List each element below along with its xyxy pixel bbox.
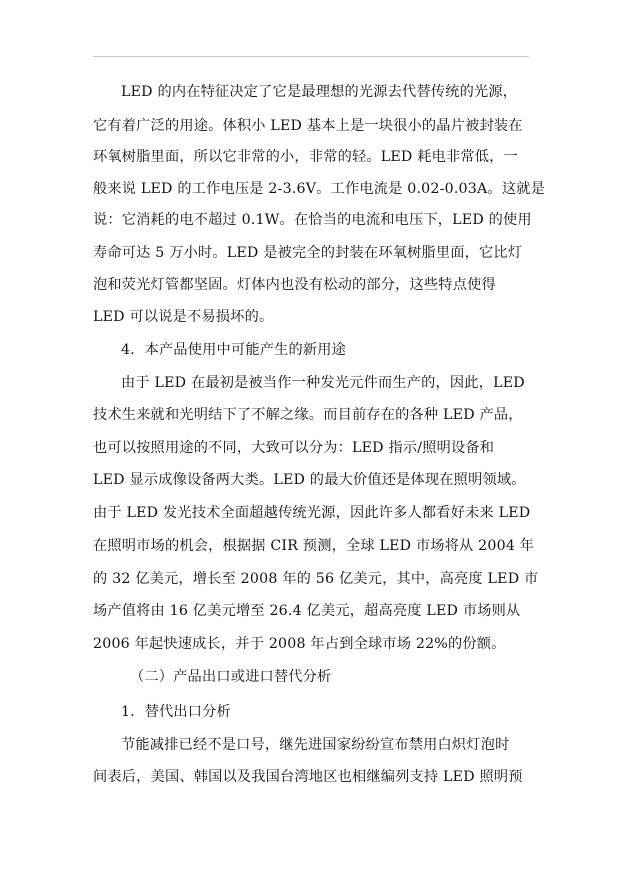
- paragraph-line: 由于 LED 在最初是被当作一种发光元件而生产的，因此，LED: [121, 375, 525, 391]
- section-heading: （二）产品出口或进口替代分析: [130, 669, 332, 685]
- paragraph-line: 在照明市场的机会，根据据 CIR 预测，全球 LED 市场将从 2004 年: [93, 538, 535, 554]
- paragraph-line: 它有着广泛的用途。体积小 LED 基本上是一块很小的晶片被封装在: [93, 118, 523, 134]
- paragraph-line: 环氧树脂里面，所以它非常的小，非常的轻。LED 耗电非常低，一: [93, 149, 518, 165]
- paragraph-line: 寿命可达 5 万小时。LED 是被完全的封装在环氧树脂里面，它比灯: [93, 245, 523, 261]
- paragraph-line: 由于 LED 发光技术全面超越传统光源，因此许多人都看好未来 LED: [93, 505, 531, 521]
- paragraph-line: 场产值将由 16 亿美元增至 26.4 亿美元，超高亮度 LED 市场则从: [93, 603, 521, 619]
- section-heading: 4．本产品使用中可能产生的新用途: [121, 342, 347, 358]
- paragraph-line: 2006 年起快速成长，并于 2008 年占到全球市场 22%的份额。: [93, 636, 506, 652]
- header-rule: [93, 56, 529, 57]
- paragraph-line: LED 的内在特征决定了它是最理想的光源去代替传统的光源，: [121, 84, 518, 100]
- paragraph-line: LED 显示成像设备两大类。LED 的最大价值还是体现在照明领域。: [93, 472, 526, 488]
- paragraph-line: LED 可以说是不易损坏的。: [93, 309, 274, 325]
- paragraph-line: 的 32 亿美元，增长至 2008 年的 56 亿美元，其中，高亮度 LED 市: [93, 571, 539, 587]
- paragraph-line: 也可以按照用途的不同，大致可以分为：LED 指示/照明设备和: [93, 440, 495, 456]
- paragraph-line: 般来说 LED 的工作电压是 2-3.6V。工作电流是 0.02-0.03A。这就是: [93, 181, 546, 197]
- paragraph-line: 技术生来就和光明结下了不解之缘。而目前存在的各种 LED 产品，: [93, 407, 523, 423]
- paragraph-line: 间表后，美国、韩国以及我国台湾地区也相继编列支持 LED 照明预: [93, 769, 523, 785]
- subsection-heading: 1．替代出口分析: [121, 704, 231, 720]
- paragraph-line: 说：它消耗的电不超过 0.1W。在恰当的电流和电压下，LED 的使用: [93, 212, 532, 228]
- paragraph-line: 泡和荧光灯管都坚固。灯体内也没有松动的部分，这些特点使得: [93, 277, 496, 293]
- paragraph-line: 节能减排已经不是口号，继先进国家纷纷宣布禁用白炽灯泡时: [121, 737, 510, 753]
